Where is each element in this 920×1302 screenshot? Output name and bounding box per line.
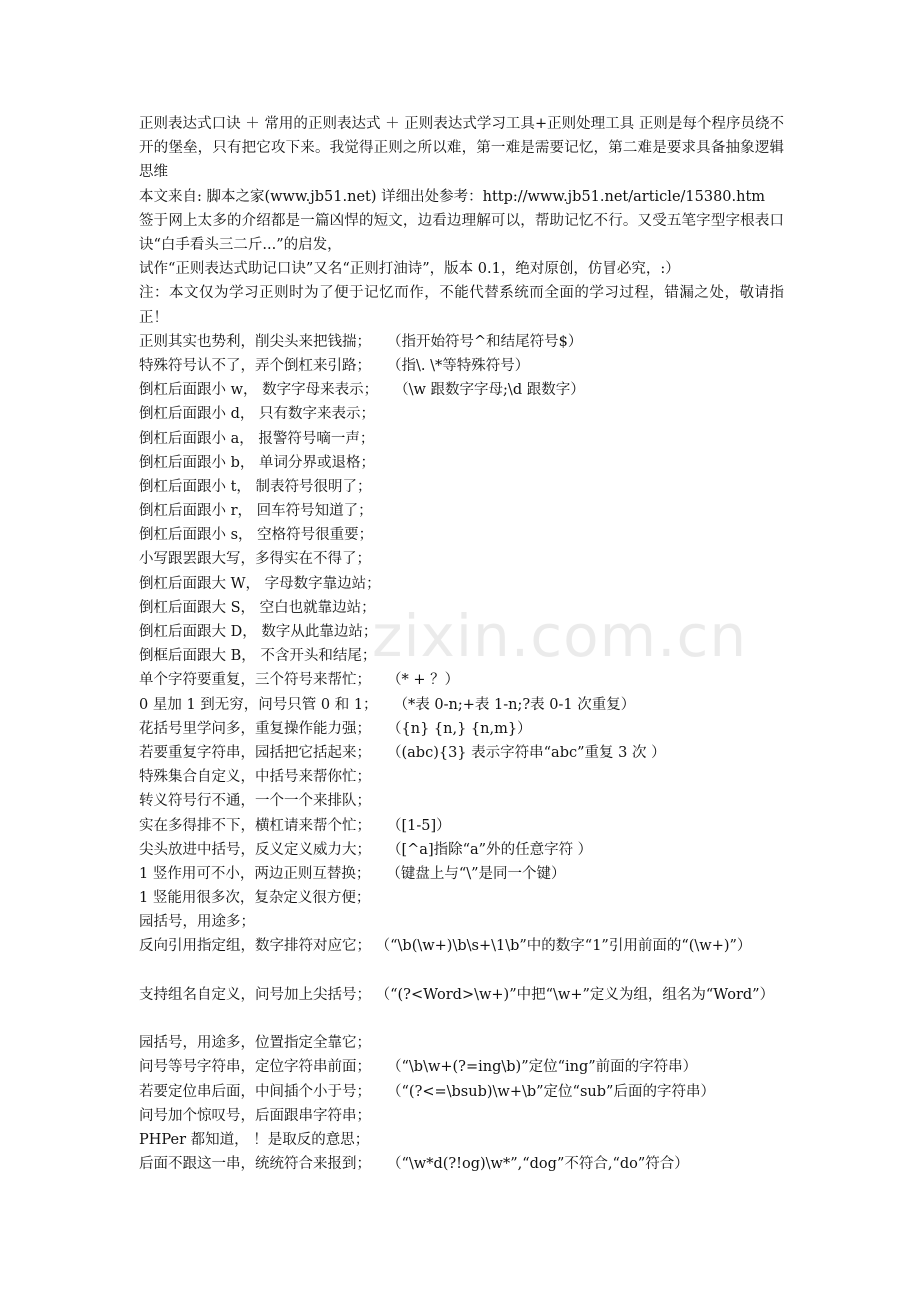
- verse-line: [139, 499, 784, 523]
- verse-text: 园括号，用途多；: [139, 914, 255, 931]
- verse-text: 后面不跟这一串，统统符合来报到；: [139, 1156, 371, 1173]
- verse-line: [139, 910, 784, 934]
- note-paragraph: 注：本文仅为学习正则时为了便于记忆而作，不能代替系统而全面的学习过程，错漏之处，敬请指正！: [139, 285, 784, 326]
- verse-text: 若要重复字符串，园括把它括起来；: [139, 744, 371, 761]
- verse-text: 倒杠后面跟小 a， 报警符号嘀一声；: [139, 430, 375, 447]
- verse-line: [139, 330, 784, 354]
- verse-line: [139, 741, 784, 765]
- verse-list: [139, 330, 784, 935]
- verse-line: [139, 475, 784, 499]
- verse-text: 问号等号字符串，定位字符串前面；: [139, 1059, 371, 1076]
- verse-note: （“\b\w+(?=ing\b)”定位“ing”前面的字符串）: [387, 1059, 698, 1076]
- verse-text: 问号加个惊叹号，后面跟串字符串；: [139, 1107, 371, 1124]
- verse-line: [139, 644, 784, 668]
- verse-wrapped-line: 反向引用指定组，数字排符对应它； （“\b(\w+)\b\s+\1\b”中的数字“1”引用前面的“(\w+)”）: [139, 938, 752, 955]
- verse-note: （指开始符号^和结尾符号$）: [387, 333, 583, 350]
- verse-line: [139, 596, 784, 620]
- verse-text: 实在多得排不下，横杠请来帮个忙；: [139, 817, 371, 834]
- verse-text: 倒杠后面跟小 s， 空格符号很重要；: [139, 527, 374, 544]
- document-body: [139, 112, 784, 1176]
- verse-note: （(abc){3} 表示字符串“abc”重复 3 次 ）: [387, 744, 666, 761]
- verse-text: 倒杠后面跟小 b， 单词分界或退格；: [139, 454, 375, 471]
- verse-text: 倒杠后面跟大 W， 字母数字靠边站；: [139, 575, 381, 592]
- verse-line: [139, 402, 784, 426]
- verse-text: 倒杠后面跟小 d， 只有数字来表示；: [139, 406, 375, 423]
- verse-line: [139, 862, 784, 886]
- verse-line: [139, 717, 784, 741]
- verse-text: 倒杠后面跟小 t， 制表符号很明了；: [139, 478, 372, 495]
- verse-text: 倒杠后面跟大 D， 数字从此靠边站；: [139, 624, 378, 640]
- verse-text: 0 星加 1 到无穷，问号只管 0 和 1；: [139, 696, 378, 713]
- source-line: 本文来自: 脚本之家(www.jb51.net) 详细出处参考：http://www.jb51.net/article/15380.htm: [139, 188, 766, 205]
- verse-line: [139, 427, 784, 451]
- verse-text: 特殊符号认不了，弄个倒杠来引路；: [139, 357, 371, 374]
- verse-line: [139, 1055, 784, 1079]
- verse-line: [139, 789, 784, 813]
- verse-note: （“\w*d(?!og)\w*”,“dog”不符合,“do”符合）: [387, 1156, 689, 1173]
- verse-wrapped-line: 支持组名自定义，问号加上尖括号； （“(?<Word>\w+)”中把“\w+”定义为组，组名为“Word”）: [139, 986, 775, 1003]
- verse-list-tail: [139, 1031, 784, 1176]
- verse-text: 1 竖作用可不小，两边正则互替换；: [139, 865, 371, 882]
- verse-note: （[^a]指除“a”外的任意字符 ）: [387, 841, 593, 858]
- verse-line: [139, 523, 784, 547]
- verse-line: [139, 1031, 784, 1055]
- verse-note: （“(?<=\bsub)\w+\b”定位“sub”后面的字符串）: [387, 1083, 715, 1100]
- verse-note: （*表 0-n;+表 1-n;?表 0-1 次重复）: [393, 696, 636, 713]
- verse-line: [139, 1080, 784, 1104]
- verse-text: 倒杠后面跟小 r， 回车符号知道了；: [139, 503, 373, 520]
- verse-text: 尖头放进中括号，反义定义威力大；: [139, 841, 371, 858]
- intro-inspiration: 签于网上太多的介绍都是一篇凶悍的短文，边看边理解可以，帮助记忆不行。又受五笔字型字根表口诀“白手看头三二斤...”的启发，: [139, 212, 784, 253]
- verse-line: [139, 1104, 784, 1128]
- verse-text: 倒框后面跟大 B， 不含开头和结尾；: [139, 648, 377, 665]
- verse-note: （指\. \*等特殊符号）: [387, 357, 530, 374]
- verse-line: [139, 1128, 784, 1152]
- verse-text: PHPer 都知道， ！是取反的意思；: [139, 1131, 370, 1148]
- verse-note: （键盘上与“\”是同一个键）: [386, 865, 566, 882]
- verse-line: [139, 693, 784, 717]
- verse-line: [139, 1152, 784, 1176]
- verse-line: [139, 378, 784, 402]
- verse-text: 花括号里学问多，重复操作能力强；: [139, 720, 371, 737]
- verse-text: 小写跟罢跟大写，多得实在不得了；: [139, 551, 371, 568]
- verse-note: （\w 跟数字字母;\d 跟数字）: [394, 382, 585, 399]
- verse-note: （[1-5]）: [387, 817, 451, 834]
- verse-line: [139, 838, 784, 862]
- verse-text: 正则其实也势利，削尖头来把钱揣；: [139, 333, 371, 350]
- verse-text: 倒杠后面跟大 S， 空白也就靠边站；: [139, 599, 376, 616]
- version-line: 试作“正则表达式助记口诀”又名“正则打油诗”，版本 0.1，绝对原创，仿冒必究，:）: [139, 261, 680, 278]
- verse-text: 若要定位串后面，中间插个小于号；: [139, 1083, 371, 1100]
- verse-line: [139, 572, 784, 596]
- verse-note: （* + ？）: [387, 672, 460, 689]
- verse-line: [139, 451, 784, 475]
- verse-text: 单个字符要重复，三个符号来帮忙；: [139, 672, 371, 689]
- watermark-text: zixin.com.cn: [372, 602, 748, 670]
- verse-line: [139, 765, 784, 789]
- verse-line: [139, 814, 784, 838]
- intro-paragraph: 正则表达式口诀 ＋ 常用的正则表达式 ＋ 正则表达式学习工具+正则处理工具 正则是每个程序员绕不开的堡垒，只有把它攻下来。我觉得正则之所以难，第一难是需要记忆，第二难是要求具备抽象逻辑思维: [139, 116, 784, 181]
- verse-text: 倒杠后面跟小 w， 数字字母来表示；: [139, 382, 379, 399]
- verse-line: [139, 354, 784, 378]
- verse-text: 特殊集合自定义，中括号来帮你忙；: [139, 769, 371, 786]
- verse-line: [139, 547, 784, 571]
- verse-text: 园括号，用途多，位置指定全靠它；: [139, 1035, 371, 1052]
- verse-line: [139, 886, 784, 910]
- verse-note: （{n} {n,} {n,m}）: [387, 720, 532, 737]
- verse-text: 转义符号行不通，一个一个来排队；: [139, 793, 371, 810]
- verse-line: [139, 668, 784, 692]
- verse-line: [139, 620, 784, 644]
- verse-text: 1 竖能用很多次，复杂定义很方便；: [139, 890, 371, 907]
